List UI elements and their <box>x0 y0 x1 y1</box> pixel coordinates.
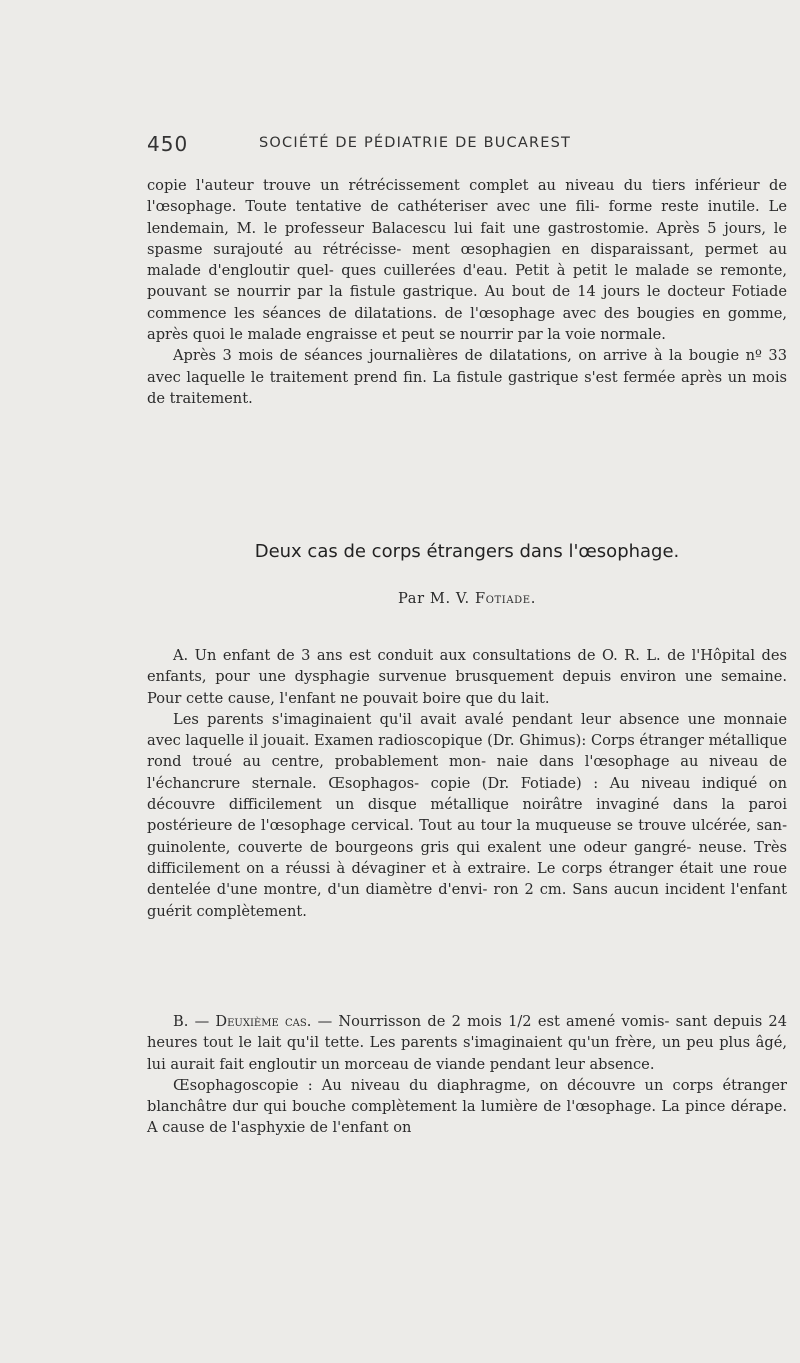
article-title: Deux cas de corps étrangers dans l'œsophage. <box>254 541 680 562</box>
paragraph-text: — Nourrisson de 2 mois 1/2 est amené vomis- sant depuis 24 heures tout le lait qu'il tette. Les parents s'imaginaient qu'un frère, un peu plus âgé, lui aurait fait engloutir un morceau de viande pendant leur absence. <box>147 1013 788 1073</box>
case-label: B. — <box>173 1013 210 1030</box>
case-b-text <box>147 1011 787 1139</box>
paragraph: A. Un enfant de 3 ans est conduit aux consultations de O. R. L. de l'Hôpital des enfants, pour une dysphagie survenue brusquement depuis environ une semaine. Pour cette cause, l'enfant ne pouvait boire que du lait. <box>147 647 787 707</box>
journal-title: SOCIÉTÉ DE PÉDIATRIE DE BUCAREST <box>259 135 572 151</box>
page-number: 450 <box>147 132 189 156</box>
case-a-text <box>147 645 787 922</box>
paragraph: Après 3 mois de séances journalières de dilatations, on arrive à la bougie nº 33 avec laquelle le traitement prend fin. La fistule gastrique s'est fermée après un mois de traitement. <box>147 347 787 407</box>
paragraph <box>147 1011 787 1075</box>
author-name: Fotiade. <box>475 590 536 607</box>
paragraph: Les parents s'imaginaient qu'il avait avalé pendant leur absence une monnaie avec laquelle il jouait. Examen radioscopique (Dr. Ghimus): Corps étranger métallique rond troué au centre, probablement mon- naie dans l'œsophage au niveau de l'échancrure sternale. Œsophagos- copie (Dr. Fotiade) : Au niveau indiqué on découvre difficilement un disque métallique noirâtre invaginé dans la paroi postérieure de l'œsophage cervical. Tout au tour la muqueuse se trouve ulcérée, san- guinolente, couverte de bourgeons gris qui exalent une odeur gangré- neuse. Très difficilement on a réussi à dévaginer et à extraire. Le corps étranger était une roue dentelée d'une montre, d'un diamètre d'envi- ron 2 cm. Sans aucun incident l'enfant guérit complètement. <box>147 710 787 920</box>
byline-prefix: Par M. V. <box>398 590 470 607</box>
byline <box>147 590 787 607</box>
case-heading: Deuxième cas. <box>215 1013 312 1030</box>
continuation-text <box>147 175 787 409</box>
paragraph: Œsophagoscopie : Au niveau du diaphragme, on découvre un corps étranger blanchâtre dur qui bouche complètement la lumière de l'œsophage. La pince dérape. A cause de l'asphyxie de l'enfant on <box>147 1076 787 1137</box>
paragraph: copie l'auteur trouve un rétrécissement complet au niveau du tiers inférieur de l'œsophage. Toute tentative de cathéteriser avec une fili- forme reste inutile. Le lendemain, M. le professeur Balacescu lui fait une gastrostomie. Après 5 jours, le spasme surajouté au rétrécisse- ment œsophagien en disparaissant, permet au malade d'engloutir quel- ques cuillerées d'eau. Petit à petit le malade se remonte, pouvant se nourrir par la fistule gastrique. Au bout de 14 jours le docteur Fotiade commence les séances de dilatations. de l'œsophage avec des bougies en gomme, après quoi le malade engraisse et peut se nourrir par la voie normale. <box>147 177 787 344</box>
running-header <box>147 132 787 164</box>
